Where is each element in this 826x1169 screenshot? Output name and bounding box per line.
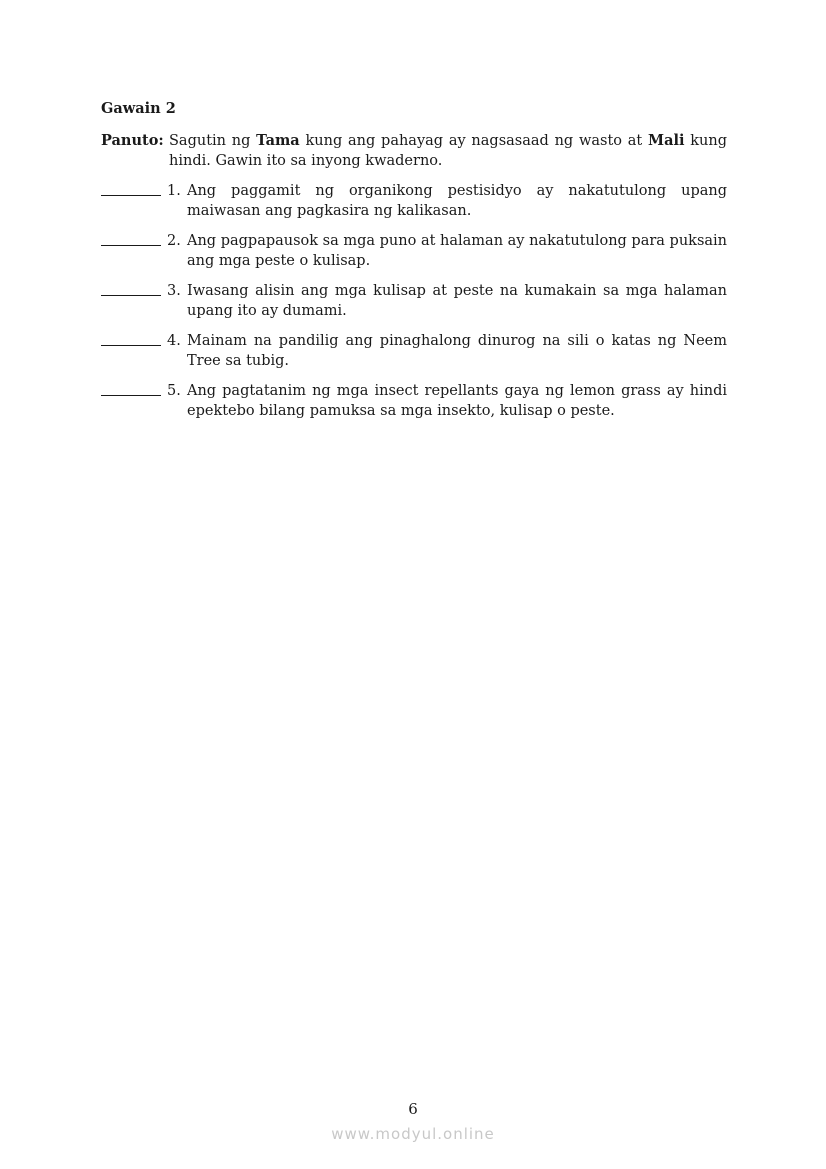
answer-blank[interactable] xyxy=(101,181,161,196)
directions xyxy=(101,131,727,171)
question-item xyxy=(101,381,727,421)
question-text: Ang pagpapausok sa mga puno at halaman ay nakatutulong para puksain ang mga peste o kulisap. xyxy=(187,233,728,269)
answer-blank[interactable] xyxy=(101,331,161,346)
answer-blank[interactable] xyxy=(101,381,161,396)
mali-keyword: Mali xyxy=(648,132,685,149)
question-item xyxy=(101,331,727,371)
question-item xyxy=(101,231,727,271)
directions-text-before: Sagutin ng xyxy=(169,133,257,149)
question-number: 2. xyxy=(167,233,181,249)
page-number: 6 xyxy=(408,1100,418,1118)
question-number: 5. xyxy=(167,383,181,399)
directions-text xyxy=(169,131,727,171)
question-text: Iwasang alisin ang mga kulisap at peste na kumakain sa mga halaman upang ito ay dumami. xyxy=(187,283,727,319)
directions-label: Panuto: xyxy=(101,132,164,149)
question-number: 4. xyxy=(167,333,181,349)
directions-text-middle: kung ang pahayag ay nagsasaad ng wasto at xyxy=(299,133,649,149)
answer-blank[interactable] xyxy=(101,281,161,296)
question-item xyxy=(101,281,727,321)
directions-text-after: kung hindi. Gawin ito sa inyong kwaderno. xyxy=(169,133,728,169)
question-text: Mainam na pandilig ang pinaghalong dinurog na sili o katas ng Neem Tree sa tubig. xyxy=(187,333,727,369)
question-text: Ang pagtatanim ng mga insect repellants gaya ng lemon grass ay hindi epektebo bilang pamuksa sa mga insekto, kulisap o peste. xyxy=(187,383,727,419)
answer-blank[interactable] xyxy=(101,231,161,246)
question-number: 1. xyxy=(167,183,181,199)
question-number: 3. xyxy=(167,283,181,299)
watermark: www.modyul.online xyxy=(331,1125,495,1143)
tama-keyword: Tama xyxy=(256,132,300,149)
activity-title: Gawain 2 xyxy=(101,100,176,117)
question-text: Ang paggamit ng organikong pestisidyo ay nakatutulong upang maiwasan ang pagkasira ng kalikasan. xyxy=(187,183,727,219)
question-item xyxy=(101,181,727,221)
worksheet xyxy=(101,99,727,431)
